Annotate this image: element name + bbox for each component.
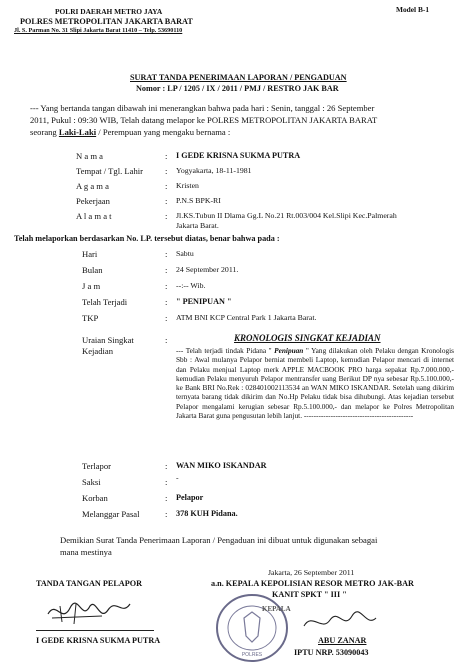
chronology-label: Uraian Singkat (82, 335, 134, 345)
closing-line-1: Demikian Surat Tanda Penerimaan Laporan / Pengaduan ini dibuat untuk digunakan sebagai (60, 535, 378, 545)
agency-line-2: POLRES METROPOLITAN JAKARTA BARAT (20, 17, 193, 26)
incident-date: 24 September 2011. (176, 265, 239, 274)
report-number: Nomor : LP / 1205 / IX / 2011 / PMJ / RESTRO JAK BAR (136, 84, 339, 93)
incident-label-location: TKP (82, 313, 99, 323)
form-model: Model B-1 (396, 5, 430, 14)
officer-rank: IPTU NRP. 53090043 (294, 648, 369, 657)
reporter-signature (42, 596, 134, 628)
officer-name: ABU ZANAR (318, 636, 367, 645)
gender-selected: Laki-Laki (58, 127, 97, 137)
reporter-label-religion: A g a m a (76, 181, 109, 191)
reporter-label-occupation: Pekerjaan (76, 196, 110, 206)
incident-label-day: Hari (82, 249, 98, 259)
intro-line-3: seorang Laki-Laki / Perempuan yang mengaku bernama : (30, 127, 231, 137)
reporter-signature-name: I GEDE KRISNA SUKMA PUTRA (36, 636, 161, 645)
chronology-heading: KRONOLOGIS SINGKAT KEJADIAN (234, 333, 381, 343)
party-label-witness: Saksi (82, 477, 101, 487)
chronology-text: --- Telah terjadi tindak Pidana " Penipuan " Yang dilakukan oleh Pelaku dengan Kronologis Sbb : Awal mulanya Pelapor berniat membeli Laptop, kemudian Pelapor mencari di internet dan Pelaku menjual Laptop merk APPLE MACBOOK PRO harga sepakat Rp.7.000.000,- kemudian Pelaku menyuruh Pelapor mentransfer uang Berikut DP nya sebesar Rp.5.100.000,- ke Bank BRI No.Rek : 028401002113534 an WAN MIKO ISKANDAR. Setelah uang dikirim ternyata barang tidak dikirim dan No.Hp Pelaku tidak bisa dihubungi. Atas kejadian tersebut Pelapor mengalami kerugian sebesar Rp.5.100.000,- dan melapor ke Polres Metropolitan Jakarta Barat guna pengusutan lebih lanjut. --------------------------------------------- (176, 346, 454, 421)
intro-line-2: 2011, Pukul : 09:30 WIB, Telah datang melapor ke POLRES METROPOLITAN JAKARTA BARAT (30, 115, 378, 125)
authority-unit: KANIT SPKT " III " (272, 590, 347, 599)
party-reported: WAN MIKO ISKANDAR (176, 461, 267, 470)
incident-label-event: Telah Terjadi (82, 297, 128, 307)
police-stamp (214, 592, 290, 664)
intro-line-1: --- Yang bertanda tangan dibawah ini menerangkan bahwa pada hari : Senin, tanggal : 26 September (30, 103, 375, 113)
incident-time: --:-- Wib. (176, 281, 206, 290)
reporter-label-address: A l a m a t (76, 211, 112, 221)
chronology-label-2: Kejadian (82, 346, 114, 356)
closing-line-2: mana mestinya (60, 547, 112, 557)
incident-event: " PENIPUAN " (176, 297, 232, 306)
incident-label-time: J a m (82, 281, 101, 291)
agency-address: Jl. S. Parman No. 31 Slipi Jakarta Barat 11410 – Telp. 53690110 (14, 27, 183, 34)
place-date: Jakarta, 26 September 2011 (268, 568, 355, 577)
incident-location: ATM BNI KCP Central Park 1 Jakarta Barat. (176, 313, 317, 322)
incident-label-date: Bulan (82, 265, 103, 275)
reporter-address: Jl.KS.Tubun II Dlama Gg.L No.21 Rt.003/004 Kel.Slipi Kec.Palmerah (176, 211, 397, 220)
party-witness: - (176, 473, 179, 482)
party-victim: Pelapor (176, 493, 204, 502)
party-label-victim: Korban (82, 493, 108, 503)
party-article: 378 KUH Pidana. (176, 509, 238, 518)
authority-line: a.n. KEPALA KEPOLISIAN RESOR METRO JAK-BAR (211, 579, 414, 588)
agency-line-1: POLRI DAERAH METRO JAYA (55, 7, 163, 16)
party-label-article: Melanggar Pasal (82, 509, 140, 519)
officer-signature (300, 606, 380, 636)
reporter-label-name: N a m a (76, 151, 103, 161)
reporter-name: I GEDE KRISNA SUKMA PUTRA (176, 151, 301, 160)
document-title: SURAT TANDA PENERIMAAN LAPORAN / PENGADUAN (130, 73, 347, 82)
svg-text:POLRES: POLRES (241, 652, 263, 658)
incident-day: Sabtu (176, 249, 194, 258)
crime-type: Penipuan (271, 346, 306, 355)
party-label-reported: Terlapor (82, 461, 111, 471)
reporter-signature-heading: TANDA TANGAN PELAPOR (36, 579, 142, 588)
reported-heading: Telah melaporkan berdasarkan No. LP. tersebut diatas, benar bahwa pada : (14, 234, 280, 243)
reporter-occupation: P.N.S BPK-RI (176, 196, 221, 205)
reporter-address-2: Jakarta Barat. (176, 221, 219, 230)
stamp-text: KEPALA (262, 605, 291, 613)
reporter-label-birth: Tempat / Tgl. Lahir (76, 166, 144, 176)
reporter-birth: Yogyakarta, 18-11-1981 (176, 166, 252, 175)
reporter-religion: Kristen (176, 181, 199, 190)
